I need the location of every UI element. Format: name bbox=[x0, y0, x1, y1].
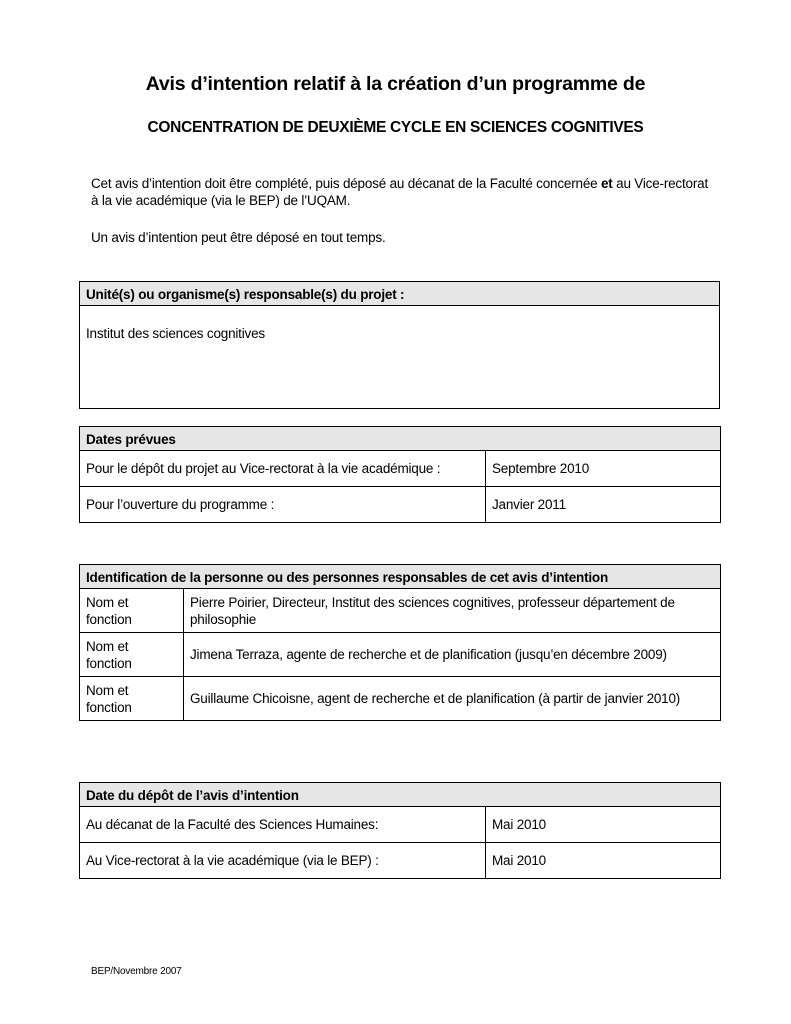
responsible-persons-header: Identification de la personne ou des personnes responsables de cet avis d’intention bbox=[80, 565, 721, 589]
responsible-unit-value: Institut des sciences cognitives bbox=[80, 306, 720, 409]
table-row bbox=[80, 487, 721, 523]
intro-text-bold: et bbox=[600, 176, 613, 191]
person-label: Nom et fonction bbox=[80, 589, 184, 633]
page-title: Avis d’intention relatif à la création d’un programme de bbox=[145, 73, 646, 95]
date-label: Pour le dépôt du projet au Vice-rectorat à la vie académique : bbox=[80, 451, 486, 487]
person-label: Nom et fonction bbox=[80, 677, 184, 721]
page-subtitle: CONCENTRATION DE DEUXIÈME CYCLE EN SCIENCES COGNITIVES bbox=[147, 119, 644, 136]
planned-dates-table bbox=[79, 426, 721, 523]
person-label: Nom et fonction bbox=[80, 633, 184, 677]
person-value: Pierre Poirier, Directeur, Institut des sciences cognitives, professeur département de philosophie bbox=[184, 589, 721, 633]
table-row bbox=[80, 451, 721, 487]
submission-value: Mai 2010 bbox=[486, 843, 721, 879]
intro-text-start: Cet avis d’intention doit être complété, puis déposé au décanat de la Faculté concernée bbox=[91, 176, 601, 191]
person-value: Jimena Terraza, agente de recherche et de planification (jusqu’en décembre 2009) bbox=[184, 633, 721, 677]
intro-text-end: au Vice-rectorat à la vie académique (via le BEP) de l’UQAM. bbox=[91, 176, 708, 208]
responsible-persons-table bbox=[79, 564, 721, 721]
date-value: Septembre 2010 bbox=[486, 451, 721, 487]
person-value: Guillaume Chicoisne, agent de recherche et de planification (à partir de janvier 2010) bbox=[184, 677, 721, 721]
footer-text: BEP/Novembre 2007 bbox=[91, 966, 182, 977]
table-row bbox=[80, 807, 721, 843]
responsible-unit-header: Unité(s) ou organisme(s) responsable(s) du projet : bbox=[80, 282, 720, 306]
date-label: Pour l’ouverture du programme : bbox=[80, 487, 486, 523]
responsible-unit-table bbox=[79, 281, 720, 409]
submission-value: Mai 2010 bbox=[486, 807, 721, 843]
table-row bbox=[80, 843, 721, 879]
table-row bbox=[80, 589, 721, 633]
planned-dates-header: Dates prévues bbox=[80, 427, 721, 451]
intro-paragraph-2: Un avis d’intention peut être déposé en tout temps. bbox=[91, 230, 386, 245]
submission-label: Au Vice-rectorat à la vie académique (via le BEP) : bbox=[80, 843, 486, 879]
submission-date-header: Date du dépôt de l’avis d’intention bbox=[80, 783, 721, 807]
submission-label: Au décanat de la Faculté des Sciences Humaines: bbox=[80, 807, 486, 843]
intro-paragraph-1 bbox=[91, 175, 711, 209]
submission-date-table bbox=[79, 782, 721, 879]
date-value: Janvier 2011 bbox=[486, 487, 721, 523]
table-row bbox=[80, 677, 721, 721]
table-row bbox=[80, 633, 721, 677]
